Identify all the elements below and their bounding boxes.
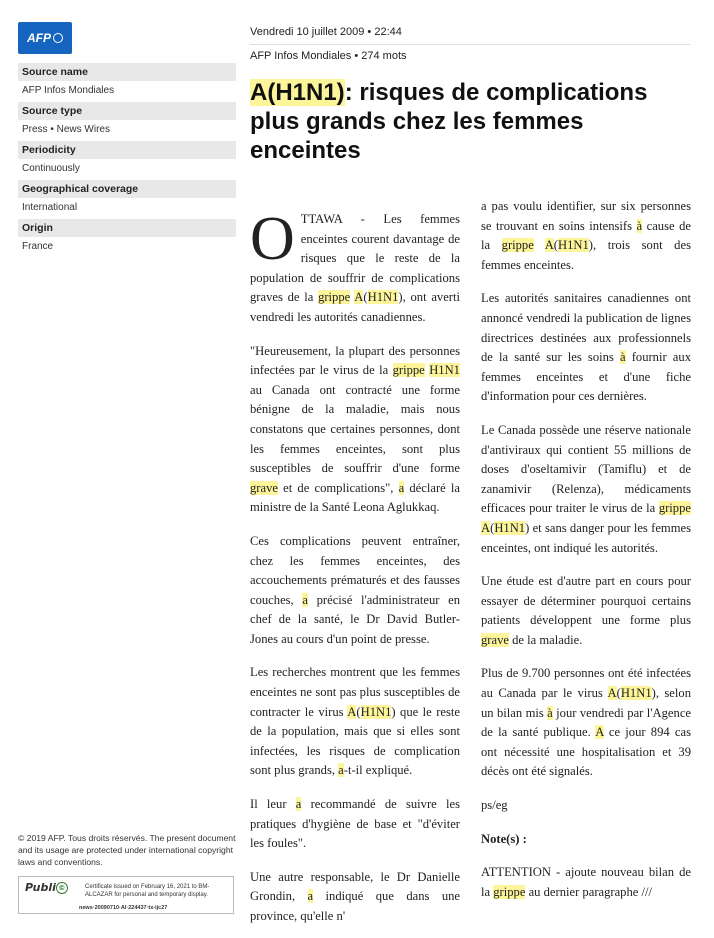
certificate-box bbox=[18, 876, 234, 914]
meta-label-periodicity: Periodicity bbox=[18, 141, 236, 159]
highlighted-term: H1N1 bbox=[367, 290, 399, 305]
highlighted-term: grave bbox=[250, 480, 278, 495]
paragraph-2: "Heureusement, la plupart des personnes infectées par le virus de la grippe H1N1 au Canada ont contracté une forme bénigne de la maladie, mais nous constatons que certaines personnes, dont les femmes enceintes, sont plus susceptibles de souffrir d'une forme grave et de complications", a déclaré la ministre de la Santé Leona Aglukkaq. bbox=[250, 343, 460, 515]
article-source-line: AFP Infos Mondiales • 274 mots bbox=[250, 50, 407, 62]
paragraph-5: Il leur a recommandé de suivre les pratiques d'hygiène de base et "d'éviter les foules". bbox=[250, 797, 460, 851]
signoff: ps/eg bbox=[481, 798, 508, 813]
meta-value-source-name: AFP Infos Mondiales bbox=[22, 85, 115, 96]
meta-label-origin: Origin bbox=[18, 219, 236, 237]
article-datetime: Vendredi 10 juillet 2009 • 22:44 bbox=[250, 26, 402, 38]
headline-highlight: A(H1N1) bbox=[250, 79, 345, 106]
highlighted-term: A bbox=[354, 290, 364, 305]
highlighted-term: a bbox=[302, 592, 308, 607]
paragraph-4: Les recherches montrent que les femmes enceintes ne sont pas plus susceptibles de contracter le virus A(H1N1) que le reste de la population, mais que si elles sont infectées, les risques de complication sont plus grands, a-t-il expliqué. bbox=[250, 665, 460, 778]
sidebar bbox=[18, 22, 236, 258]
paragraph-6-continued: a pas voulu identifier, sur six personnes se trouvant en soins intensifs à cause de la grippe A(H1N1), trois sont des femmes enceintes. bbox=[481, 199, 691, 272]
paragraph-9: Une étude est d'autre part en cours pour essayer de déterminer pourquoi certains patients développent une forme plus grave de la maladie. bbox=[481, 574, 691, 647]
highlighted-term: grippe bbox=[493, 884, 526, 899]
highlighted-term: grippe bbox=[501, 238, 534, 253]
highlighted-term: à bbox=[636, 218, 643, 233]
highlighted-term: A bbox=[481, 520, 491, 535]
article-column-1 bbox=[250, 205, 461, 927]
afp-logo-text: AFP bbox=[27, 31, 51, 45]
highlighted-term: à bbox=[619, 350, 626, 365]
certificate-id: news·20090710·AI·224437·tx-ijc27 bbox=[79, 905, 168, 911]
highlighted-term: H1N1 bbox=[494, 520, 526, 535]
meta-value-origin: France bbox=[22, 241, 54, 252]
highlighted-term: a bbox=[295, 797, 302, 812]
highlighted-term: H1N1 bbox=[558, 238, 589, 253]
source-metadata bbox=[18, 63, 236, 258]
afp-logo[interactable] bbox=[18, 22, 72, 54]
notes-label: Note(s) : bbox=[481, 831, 527, 846]
headline-text: : risques de complications plus grands chez les femmes enceintes bbox=[250, 79, 648, 164]
highlighted-term: A bbox=[595, 725, 604, 740]
globe-icon bbox=[53, 33, 63, 43]
paragraph-6: Une autre responsable, le Dr Danielle Grondin, a indiqué que dans une province, qu'elle n' bbox=[250, 869, 460, 923]
highlighted-term: H1N1 bbox=[429, 363, 460, 378]
highlighted-term: H1N1 bbox=[620, 686, 652, 701]
highlighted-term: A bbox=[544, 238, 554, 253]
publi-logo bbox=[25, 881, 68, 894]
publi-brand: Publi bbox=[25, 881, 56, 894]
highlighted-term: grippe bbox=[392, 363, 425, 378]
highlighted-term: grippe bbox=[658, 501, 691, 516]
meta-label-geographical-coverage: Geographical coverage bbox=[18, 180, 236, 198]
paragraph-7: Les autorités sanitaires canadiennes ont annoncé vendredi la publication de lignes directrices destinées aux professionnels de la santé sur les soins à fournir aux femmes enceintes et d'une fiche d'information pour ces dernières. bbox=[481, 291, 691, 404]
meta-value-geographical-coverage: International bbox=[22, 202, 78, 213]
highlighted-term: H1N1 bbox=[360, 704, 392, 719]
highlighted-term: A bbox=[347, 704, 357, 719]
highlighted-term: grave bbox=[481, 632, 509, 647]
meta-label-source-name: Source name bbox=[18, 63, 236, 81]
paragraph-1: OTTAWA - Les femmes enceintes courent davantage de risques que le reste de la population de souffrir de complications graves de la grippe A(H1N1), ont averti vendredi les autorités canadiennes. bbox=[250, 205, 460, 324]
highlighted-term: A bbox=[607, 686, 617, 701]
paragraph-3: Ces complications peuvent entraîner, chez les femmes enceintes, des accouchements prématurés et des fausses couches, a précisé l'administrateur en chef de la santé, le Dr David Butler-Jones au cours d'un point de presse. bbox=[250, 533, 461, 646]
header-divider bbox=[250, 44, 690, 45]
highlighted-term: à bbox=[547, 705, 553, 720]
copyright-notice: © 2019 AFP. Tous droits réservés. The present document and its usage are protected under international copyright laws and conventions. bbox=[18, 833, 236, 867]
highlighted-term: a bbox=[398, 480, 405, 495]
editor-note: ATTENTION - ajoute nouveau bilan de la grippe au dernier paragraphe /// bbox=[481, 865, 691, 899]
copyright-circle-icon: © bbox=[56, 882, 68, 894]
paragraph-10: Plus de 9.700 personnes ont été infectées au Canada par le virus A(H1N1), selon un bilan mis à jour vendredi par l'Agence de la santé publique. A ce jour 894 cas ont nécessité une hospitalisation et 39 décès ont été signalés. bbox=[481, 666, 692, 779]
highlighted-term: a bbox=[338, 763, 344, 778]
article-headline bbox=[250, 78, 700, 165]
meta-label-source-type: Source type bbox=[18, 102, 236, 120]
meta-value-periodicity: Continuously bbox=[22, 163, 80, 174]
drop-cap: O bbox=[250, 205, 295, 273]
paragraph-8: Le Canada possède une réserve nationale d'antiviraux qui contient 55 millions de doses d'oseltamivir (Tamiflu) et de zanamivir (Relenza), médicaments efficaces pour traiter le virus de la grippe A(H1N1) et sans danger pour les femmes enceintes, ont indiqué les autorités. bbox=[481, 422, 691, 555]
highlighted-term: a bbox=[307, 889, 314, 904]
highlighted-term: grippe bbox=[318, 290, 351, 305]
article-column-2 bbox=[481, 197, 691, 916]
meta-value-source-type: Press • News Wires bbox=[22, 124, 110, 135]
certificate-text: Certificate issued on February 16, 2021 to BM-ALCAZAR for personal and temporary display. bbox=[85, 884, 210, 898]
